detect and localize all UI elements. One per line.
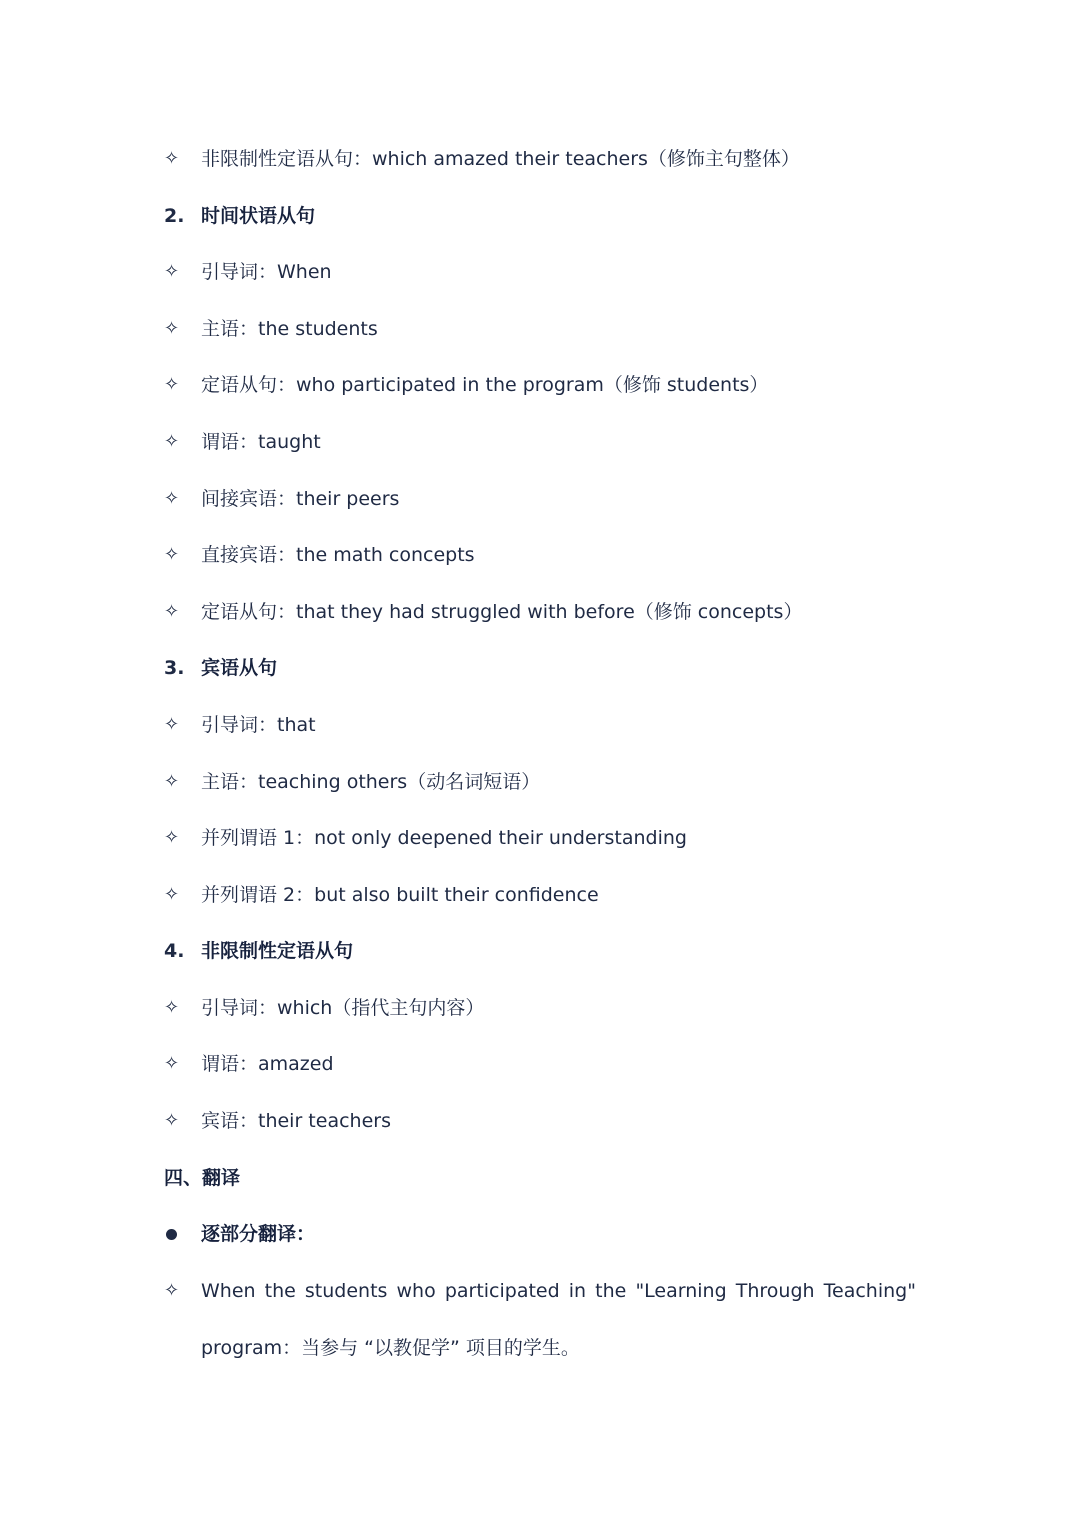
word: who — [396, 1280, 436, 1302]
item-text: 谓语：amazed — [201, 1053, 334, 1075]
section-heading — [164, 199, 920, 233]
list-item — [164, 708, 920, 742]
justified-text — [201, 1274, 916, 1308]
item-text: 直接宾语：the math concepts — [201, 544, 475, 566]
list-item — [164, 425, 920, 459]
star-bullet-icon: ✧ — [164, 1280, 180, 1301]
word: in — [568, 1280, 587, 1302]
section-heading — [164, 934, 920, 968]
list-item — [164, 821, 920, 855]
item-text: 定语从句：who participated in the program（修饰 students） — [201, 374, 769, 396]
list-item — [164, 991, 920, 1025]
word: participated — [444, 1280, 560, 1302]
word: Through — [735, 1280, 815, 1302]
item-text: 并列谓语 1：not only deepened their understanding — [201, 827, 687, 849]
star-bullet-icon: ✧ — [164, 827, 180, 848]
word: students — [304, 1280, 388, 1302]
star-bullet-icon: ✧ — [164, 261, 180, 282]
item-text: 引导词：When — [201, 261, 332, 283]
list-item — [164, 765, 920, 799]
list-item — [164, 595, 920, 629]
item-text: 间接宾语：their peers — [201, 488, 400, 510]
list-item — [164, 482, 920, 516]
star-bullet-icon: ✧ — [164, 544, 180, 565]
word: When — [201, 1280, 256, 1302]
section-heading — [164, 651, 920, 685]
item-text: 谓语：taught — [201, 431, 321, 453]
list-item — [164, 538, 920, 572]
list-item — [164, 255, 920, 289]
word: the — [595, 1280, 627, 1302]
star-bullet-icon: ✧ — [164, 374, 180, 395]
star-bullet-icon: ✧ — [164, 714, 180, 735]
list-item — [164, 368, 920, 402]
heading-text: 逐部分翻译： — [201, 1223, 316, 1245]
star-bullet-icon: ✧ — [164, 771, 180, 792]
word: the — [264, 1280, 296, 1302]
heading-number: 4. — [164, 940, 185, 962]
list-item — [164, 878, 920, 912]
filled-dot-bullet-icon — [164, 1217, 201, 1251]
star-bullet-icon: ✧ — [164, 1053, 180, 1074]
star-bullet-icon: ✧ — [164, 601, 180, 622]
list-item — [164, 1274, 920, 1308]
chapter-heading — [164, 1161, 920, 1195]
star-bullet-icon: ✧ — [164, 431, 180, 452]
list-item — [164, 1047, 920, 1081]
list-item — [164, 142, 920, 176]
item-text: 引导词：that — [201, 714, 316, 736]
heading-text: 时间状语从句 — [201, 205, 316, 227]
star-bullet-icon: ✧ — [164, 1110, 180, 1131]
word: Teaching" — [823, 1280, 916, 1302]
star-bullet-icon: ✧ — [164, 488, 180, 509]
heading-text: 非限制性定语从句 — [201, 940, 354, 962]
subsection-heading — [164, 1217, 920, 1251]
star-bullet-icon: ✧ — [164, 884, 180, 905]
heading-number: 2. — [164, 205, 185, 227]
item-text: 并列谓语 2：but also built their confidence — [201, 884, 599, 906]
list-item — [164, 312, 920, 346]
item-text: 宾语：their teachers — [201, 1110, 391, 1132]
item-text: 引导词：which（指代主句内容） — [201, 997, 485, 1019]
item-text: 定语从句：that they had struggled with before（修饰 concepts） — [201, 601, 803, 623]
list-item — [164, 1104, 920, 1138]
item-text: 主语：the students — [201, 318, 378, 340]
heading-number: 3. — [164, 657, 185, 679]
star-bullet-icon: ✧ — [164, 318, 180, 339]
star-bullet-icon: ✧ — [164, 997, 180, 1018]
word: "Learning — [635, 1280, 727, 1302]
item-text: 主语：teaching others（动名词短语） — [201, 771, 541, 793]
continuation-text: program：当参与 “以教促学” 项目的学生。 — [201, 1337, 580, 1359]
heading-text: 宾语从句 — [201, 657, 278, 679]
item-text: 非限制性定语从句：which amazed their teachers（修饰主句整体） — [201, 148, 800, 170]
star-bullet-icon: ✧ — [164, 148, 180, 169]
heading-text: 四、翻译 — [164, 1167, 241, 1189]
